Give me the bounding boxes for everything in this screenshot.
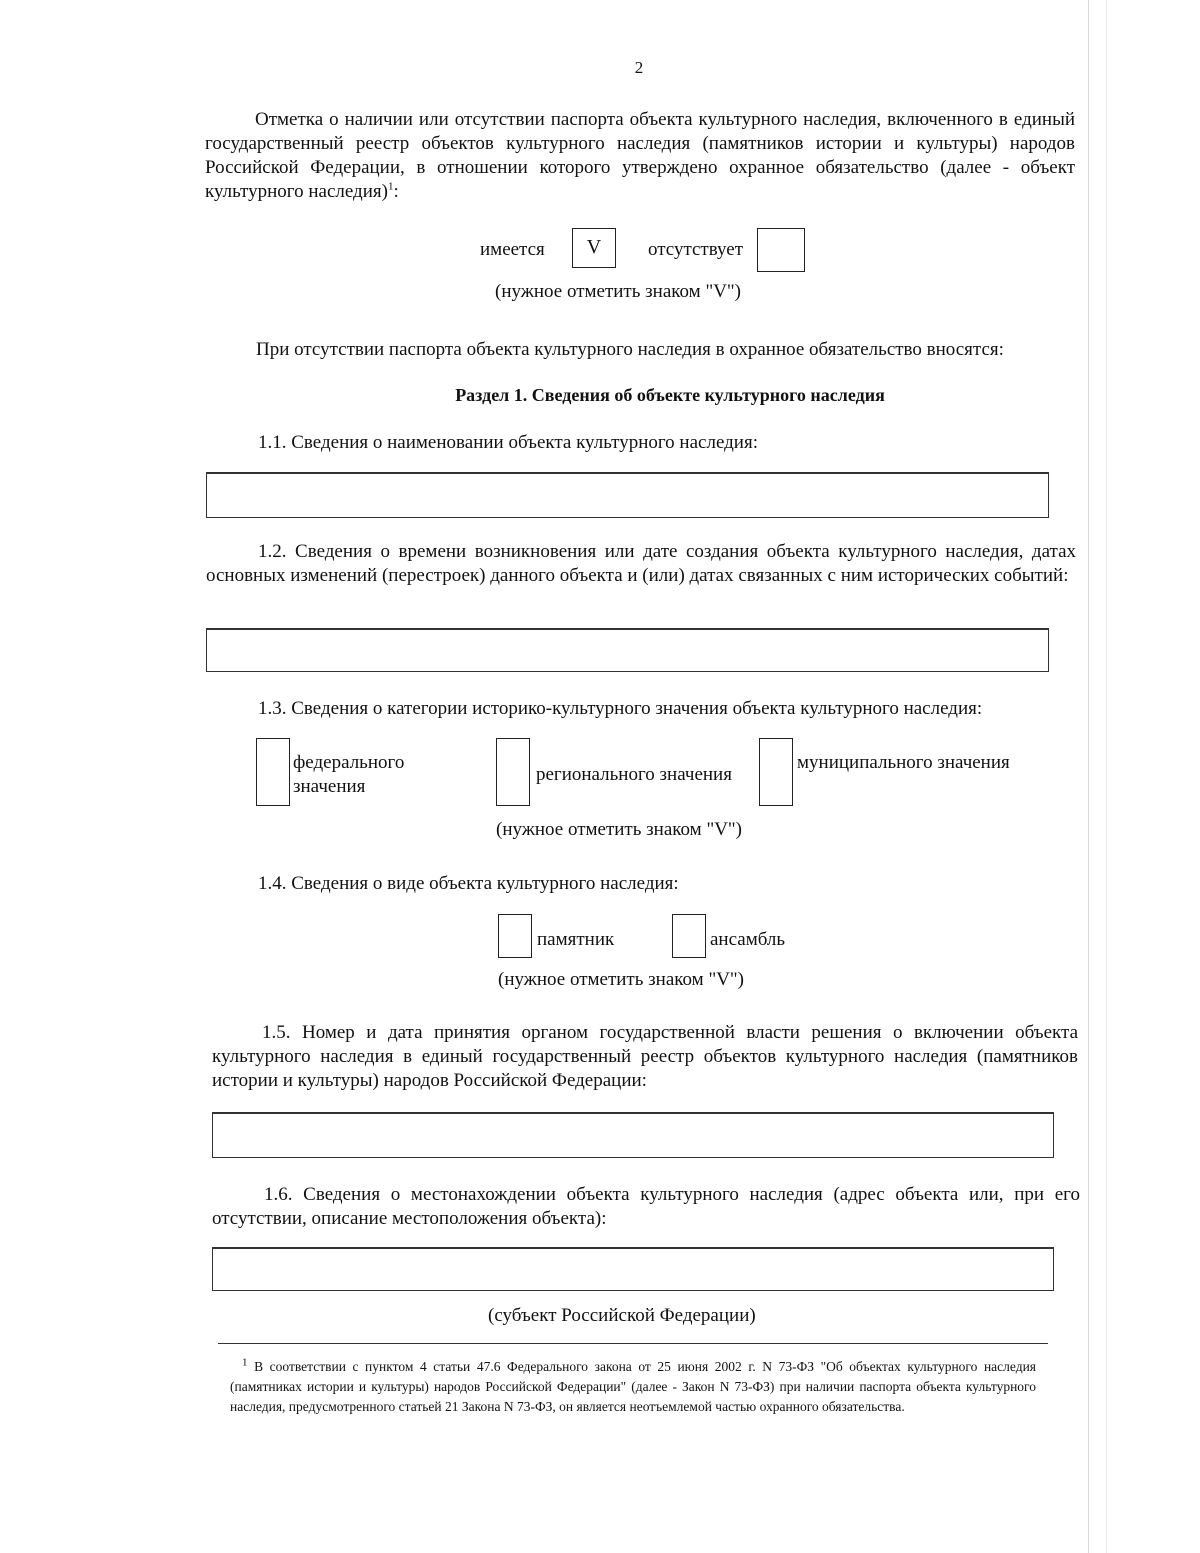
item-1-6-caption: (субъект Российской Федерации) — [488, 1305, 756, 1326]
page-edge — [1106, 0, 1107, 1553]
passport-absent-label: отсутствует — [648, 239, 744, 260]
footnote-separator — [218, 1343, 1048, 1344]
intro-text: Отметка о наличии или отсутствии паспорта объекта культурного наследия, включенного в единый государственный реестр объектов культурного наследия (памятников истории и культуры) народов Российской Федерации, в отношении которого утверждено охранное обязательство (далее - объект культурного наследия) — [205, 109, 1075, 202]
footnote-text: В соответствии с пунктом 4 статьи 47.6 Федерального закона от 25 июня 2002 г. N 73-ФЗ "Об объектах культурного наследия (памятниках истории и культуры) народов Российской Федерации" (далее - Закон N 73-ФЗ) при наличии паспорта объекта культурного наследия, предусмотренного статьей 21 Закона N 73-ФЗ, он является неотъемлемой частью охранного обязательства. — [230, 1359, 1037, 1414]
category-regional-checkbox[interactable] — [496, 738, 530, 806]
item-1-1-field[interactable] — [206, 472, 1049, 518]
item-1-2-field[interactable] — [206, 628, 1049, 672]
kind-monument-label: памятник — [537, 929, 615, 950]
item-1-2-label: 1.2. Сведения о времени возникновения или дате создания объекта культурного наследия, датах основных изменений (перестроек) данного объекта и (или) датах связанных с ним исторических событий: — [206, 541, 1076, 586]
absence-note: При отсутствии паспорта объекта культурного наследия в охранное обязательство вносятся: — [256, 339, 1004, 360]
footnote — [230, 1357, 1036, 1417]
category-federal-line1: федерального — [293, 752, 405, 773]
footnote-ref: 1 — [387, 180, 394, 193]
item-1-6-field[interactable] — [212, 1247, 1054, 1291]
page-number: 2 — [634, 58, 644, 77]
category-federal-line2: значения — [293, 776, 366, 797]
section-title: Раздел 1. Сведения об объекте культурного наследия — [455, 385, 885, 405]
item-1-4-label: 1.4. Сведения о виде объекта культурного наследия: — [258, 873, 679, 894]
intro-paragraph — [205, 108, 1075, 204]
kind-hint: (нужное отметить знаком "V") — [498, 969, 744, 990]
kind-ensemble-label: ансамбль — [710, 929, 786, 950]
category-municipal-label: муниципального значения — [797, 752, 1010, 773]
category-federal-label — [293, 751, 404, 799]
item-1-6-label: 1.6. Сведения о местонахождении объекта культурного наследия (адрес объекта или, при его отсутствии, описание местоположения объекта): — [212, 1184, 1080, 1229]
footnote-marker: 1 — [242, 1356, 248, 1369]
intro-tail: : — [393, 181, 399, 202]
passport-has-checkbox[interactable] — [572, 228, 616, 268]
item-1-5-label: 1.5. Номер и дата принятия органом государственной власти решения о включении объекта культурного наследия в единый государственный реестр объектов культурного наследия (памятников истории и культуры) народов Российской Федерации: — [212, 1022, 1078, 1091]
passport-has-label: имеется — [480, 239, 545, 260]
item-1-5-field[interactable] — [212, 1112, 1054, 1158]
category-municipal-checkbox[interactable] — [759, 738, 793, 806]
page-edge — [1088, 0, 1089, 1553]
category-regional-label: регионального значения — [536, 764, 732, 785]
passport-has-mark: V — [586, 236, 602, 258]
category-hint: (нужное отметить знаком "V") — [496, 819, 742, 840]
passport-hint: (нужное отметить знаком "V") — [495, 281, 741, 302]
item-1-3-label: 1.3. Сведения о категории историко-культурного значения объекта культурного наследия: — [258, 698, 983, 719]
category-federal-checkbox[interactable] — [256, 738, 290, 806]
passport-absent-checkbox[interactable] — [757, 228, 805, 272]
item-1-1-label: 1.1. Сведения о наименовании объекта культурного наследия: — [258, 432, 758, 453]
kind-ensemble-checkbox[interactable] — [672, 914, 706, 958]
kind-monument-checkbox[interactable] — [498, 914, 532, 958]
